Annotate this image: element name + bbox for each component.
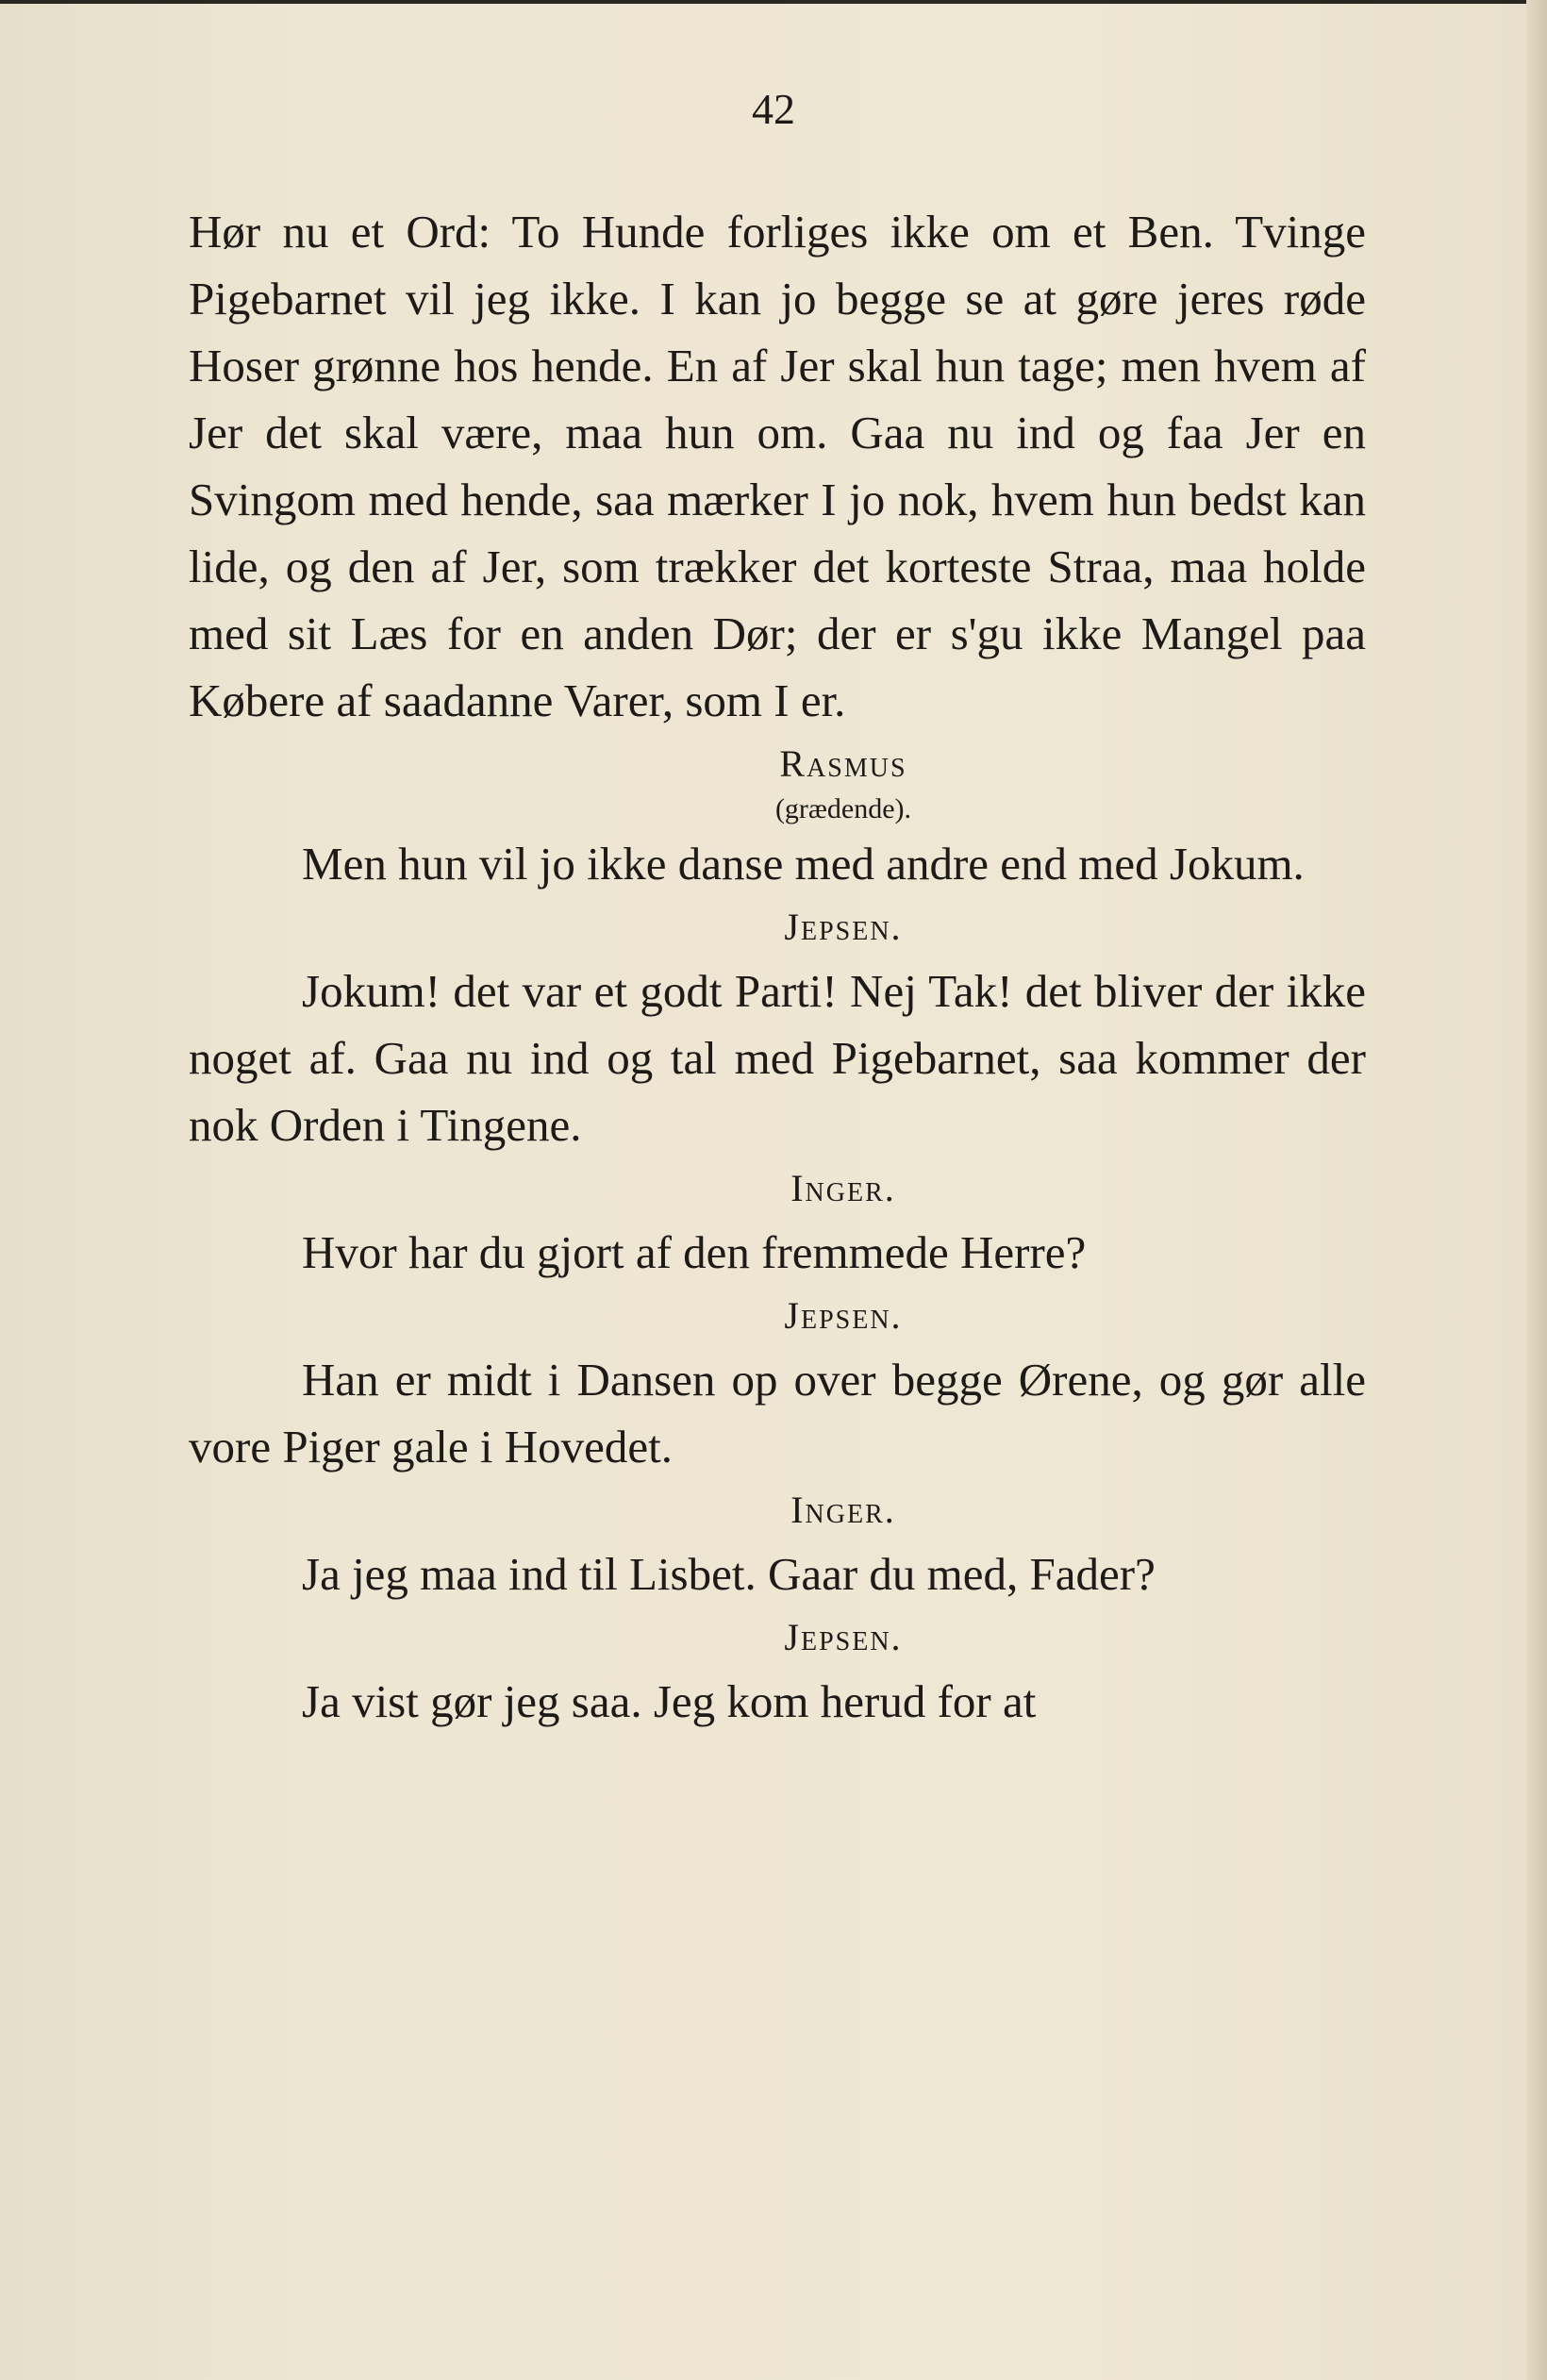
dialogue-paragraph: Men hun vil jo ikke danse med andre end med Jokum. xyxy=(302,838,1305,890)
dialogue-paragraph: Ja jeg maa ind til Lisbet. Gaar du med, Fader? xyxy=(302,1548,1156,1600)
stage-direction: (grædende). xyxy=(774,793,912,824)
page-number: 42 xyxy=(752,85,795,133)
page-top-edge xyxy=(0,0,1547,4)
speaker-name: Jepsen. xyxy=(784,1616,903,1658)
play-text xyxy=(189,198,1366,1735)
speaker-name: Inger. xyxy=(790,1489,896,1531)
dialogue-paragraph: Ja vist gør jeg saa. Jeg kom herud for at xyxy=(302,1675,1037,1727)
dialogue-paragraph: Hvor har du gjort af den fremmede Herre? xyxy=(302,1226,1087,1278)
speaker-name: Jepsen. xyxy=(784,1294,903,1337)
dialogue-paragraph: Jokum! det var et godt Parti! Nej Tak! det bliver der ikke noget af. Gaa nu ind og tal med Pigebarnet, saa kommer der nok Orden i Tingene. xyxy=(189,965,1366,1151)
dialogue-paragraph: Han er midt i Dansen op over begge Ørene, og gør alle vore Piger gale i Hovedet. xyxy=(189,1354,1366,1473)
speaker-name: Inger. xyxy=(790,1167,896,1209)
page-right-edge xyxy=(1526,0,1547,2380)
speaker-name: Jepsen. xyxy=(784,906,903,948)
speaker-name: Rasmus xyxy=(779,742,907,785)
dialogue-paragraph: Hør nu et Ord: To Hunde forliges ikke om et Ben. Tvinge Pigebarnet vil jeg ikke. I kan jo begge se at gøre jeres røde Hoser grønne hos hende. En af Jer skal hun tage; men hvem af Jer det skal være, maa hun om. Gaa nu ind og faa Jer en Svingom med hende, saa mærker I jo nok, hvem hun bedst kan lide, og den af Jer, som trækker det korteste Straa, maa holde med sit Læs for en anden Dør; der er s'gu ikke Mangel paa Købere af saadanne Varer, som I er. xyxy=(189,206,1366,726)
